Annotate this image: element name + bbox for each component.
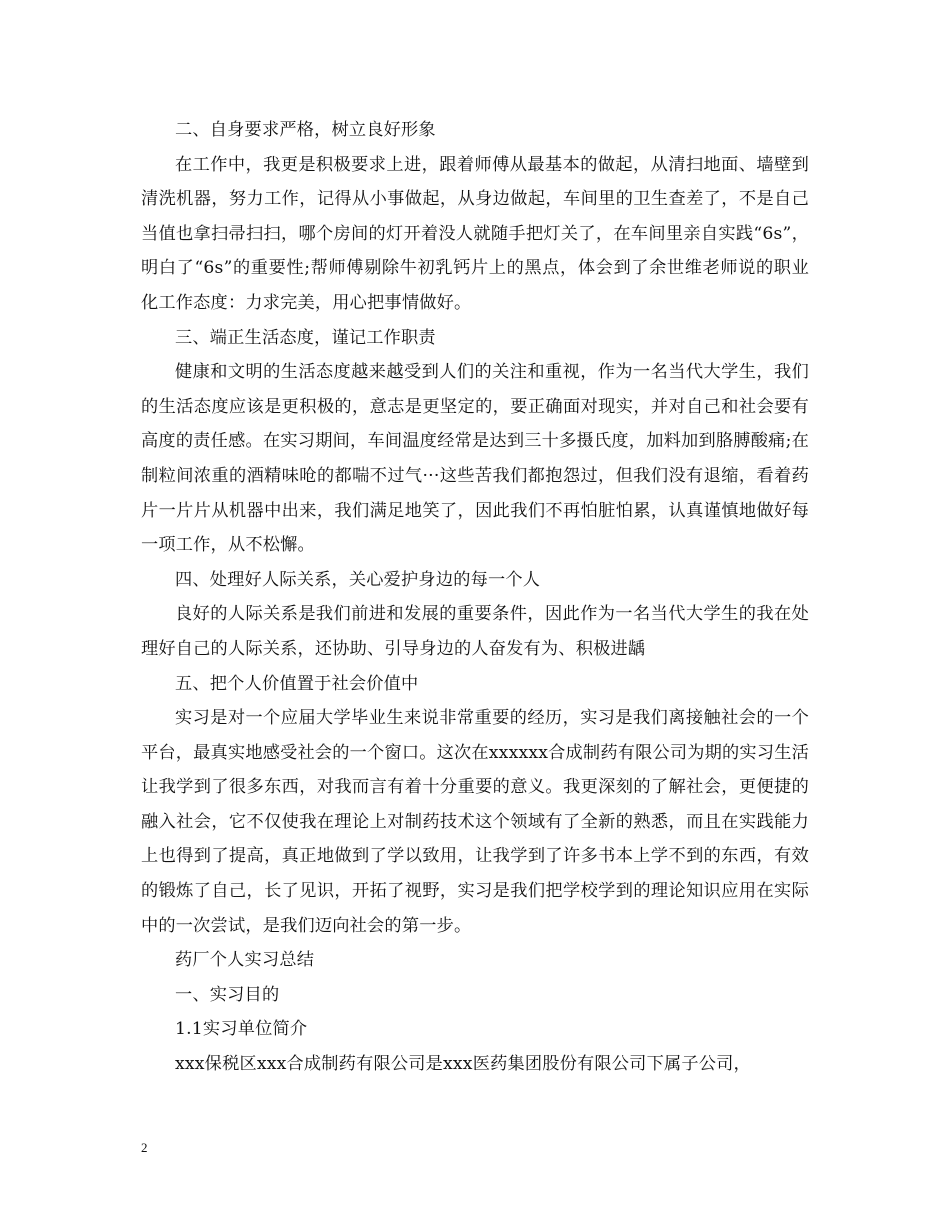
section-heading: 二、自身要求严格，树立良好形象	[175, 120, 436, 140]
body-paragraph: 健康和文明的生活态度越来越受到人们的关注和重视，作为一名当代大学生，我们的生活态度应该是更积极的，意志是更坚定的，要正确面对现实，并对自己和社会要有高度的责任感。在实习期间，车间温度经常是达到三十多摄氏度，加料加到胳膊酸痛;在制粒间浓重的酒精味呛的都喘不过气···这些苦我们都抱怨过，但我们没有退缩，看着药片一片片从机器中出来，我们满足地笑了，因此我们不再怕脏怕累，认真谨慎地做好每一项工作，从不松懈。	[141, 362, 809, 556]
body-paragraph: 良好的人际关系是我们前进和发展的重要条件，因此作为一名当代大学生的我在处理好自己的人际关系，还协助、引导身边的人奋发有为、积极进龋	[141, 604, 809, 659]
document-subtitle: 药厂个人实习总结	[175, 950, 315, 971]
page-number: 2	[141, 1140, 148, 1155]
body-paragraph: 实习是对一个应届大学毕业生来说非常重要的经历，实习是我们离接触社会的一个平台，最真实地感受社会的一个窗口。这次在xxxxxx合成制药有限公司为期的实习生活让我学到了很多东西，对我而言有着十分重要的意义。我更深刻的了解社会，更便捷的融入社会，它不仅使我在理论上对制药技术这个领域有了全新的熟悉，而且在实践能力上也得到了提高，真正地做到了学以致用，让我学到了许多书本上学不到的东西，有效的锻炼了自己，长了见识，开拓了视野，实习是我们把学校学到的理论知识应用在实际中的一次尝试，是我们迈向社会的第一步。	[141, 708, 809, 936]
subsection-heading: 1.1实习单位简介	[175, 1019, 308, 1040]
document-body	[141, 113, 809, 1082]
section-heading: 五、把个人价值置于社会价值中	[175, 673, 419, 694]
section-heading: 三、端正生活态度，谨记工作职责	[175, 327, 436, 348]
section-heading: 一、实习目的	[175, 984, 280, 1005]
body-paragraph: 在工作中，我更是积极要求上进，跟着师傅从最基本的做起，从清扫地面、墙壁到清洗机器，努力工作，记得从小事做起，从身边做起，车间里的卫生查差了，不是自己当值也拿扫帚扫扫，哪个房间的灯开着没人就随手把灯关了，在车间里亲自实践“6s”，明白了“6s”的重要性;帮师傅剔除牛初乳钙片上的黑点，体会到了余世维老师说的职业化工作态度：力求完美，用心把事情做好。	[141, 154, 809, 313]
body-paragraph: xxx保税区xxx合成制药有限公司是xxx医药集团股份有限公司下属子公司，	[175, 1054, 751, 1075]
section-heading: 四、处理好人际关系，关心爱护身边的每一个人	[175, 569, 541, 590]
